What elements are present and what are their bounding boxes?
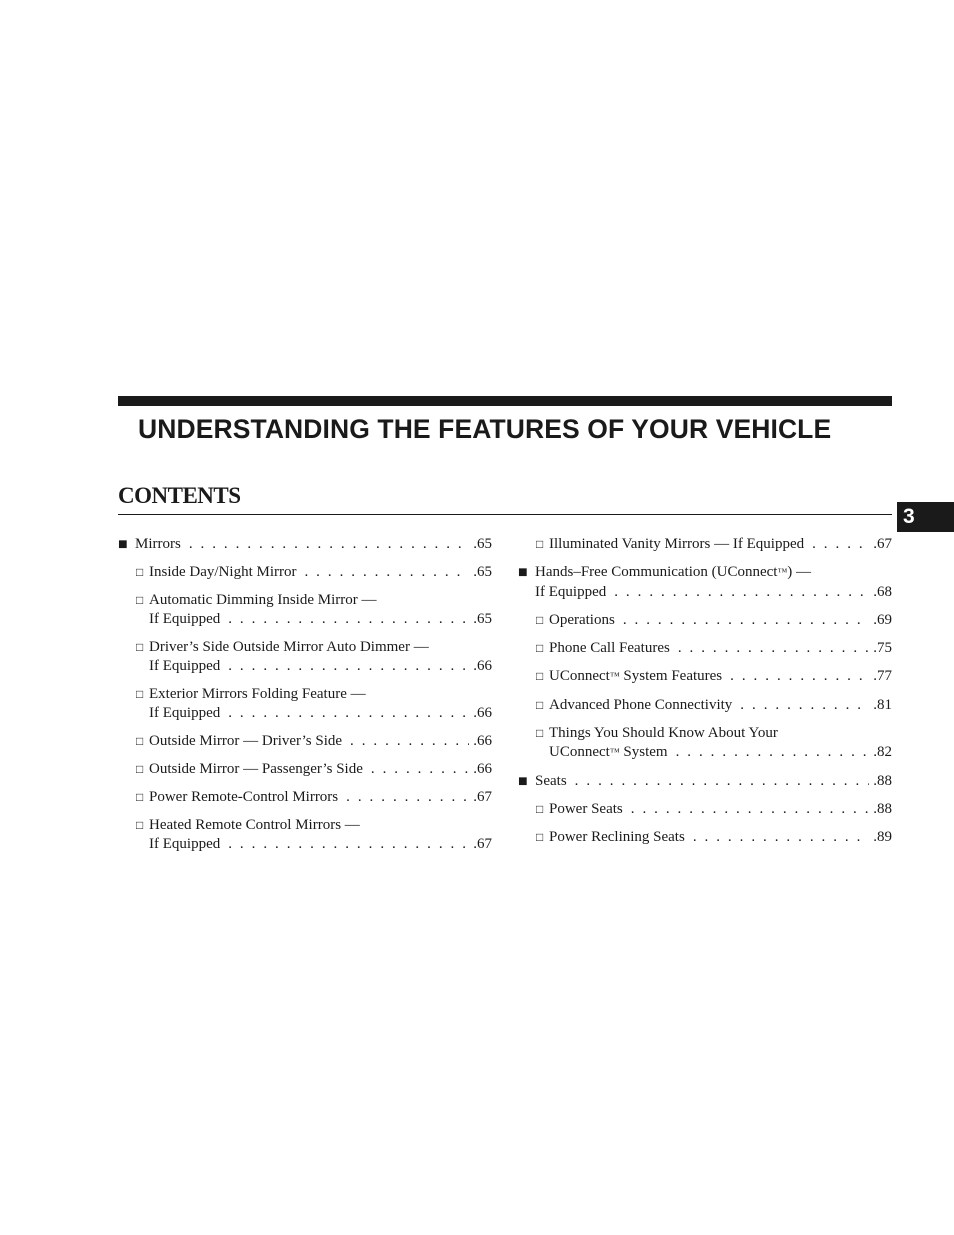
toc-entry-title: Automatic Dimming Inside Mirror —	[149, 592, 377, 608]
toc-left-column	[118, 535, 492, 854]
toc-entry-title: If Equipped	[149, 658, 221, 674]
toc-entry-title: Things You Should Know About Your	[549, 725, 778, 741]
toc-page-number: .65	[473, 564, 492, 580]
dot-leader	[228, 835, 469, 854]
toc-entry[interactable]	[518, 639, 892, 658]
dot-leader	[623, 611, 869, 630]
chapter-title: UNDERSTANDING THE FEATURES OF YOUR VEHICLE	[138, 414, 832, 444]
dot-leader	[228, 704, 469, 723]
open-square-bullet-icon: □	[136, 734, 144, 748]
toc-entry[interactable]	[518, 800, 892, 819]
contents-heading: CONTENTS	[118, 483, 241, 508]
open-square-bullet-icon: □	[536, 641, 544, 655]
dot-leader	[304, 563, 469, 582]
toc-entry[interactable]	[118, 788, 492, 807]
toc-entry-title: Illuminated Vanity Mirrors — If Equipped	[549, 536, 805, 552]
toc-entry[interactable]	[518, 772, 892, 791]
toc-entry[interactable]	[118, 760, 492, 779]
open-square-bullet-icon: □	[536, 613, 544, 627]
toc-page-number: .67	[473, 789, 492, 805]
toc-page-number: .88	[873, 773, 892, 789]
open-square-bullet-icon: □	[536, 537, 544, 551]
toc-entry-title: Outside Mirror — Passenger’s Side	[149, 761, 363, 777]
dot-leader	[812, 535, 869, 554]
toc-entry-title: If Equipped	[149, 611, 221, 627]
toc-page-number: .65	[473, 536, 492, 552]
toc-entry-title: Operations	[549, 612, 615, 628]
toc-entry[interactable]	[118, 591, 492, 629]
toc-entry-title: Hands–Free Communication (UConnect™) —	[535, 564, 812, 580]
toc-entry[interactable]	[518, 563, 892, 602]
top-rule	[118, 396, 892, 406]
open-square-bullet-icon: □	[536, 698, 544, 712]
open-square-bullet-icon: □	[136, 565, 144, 579]
dot-leader	[693, 828, 869, 847]
toc-entry-title: If Equipped	[149, 705, 221, 721]
toc-entry[interactable]	[518, 828, 892, 847]
toc-entry[interactable]	[518, 724, 892, 763]
toc-entry-title: Driver’s Side Outside Mirror Auto Dimmer —	[149, 639, 429, 655]
toc-entry-title: Seats	[535, 773, 567, 789]
toc-entry-title: Advanced Phone Connectivity	[549, 697, 733, 713]
toc-right-column	[518, 535, 892, 847]
dot-leader	[678, 639, 869, 658]
toc-page-number: .89	[873, 829, 892, 845]
toc-entry[interactable]	[518, 535, 892, 554]
dot-leader	[346, 788, 469, 807]
open-square-bullet-icon: □	[536, 669, 544, 683]
chapter-tab: 3	[897, 502, 954, 532]
toc-entry-title: Mirrors	[135, 536, 181, 552]
toc-entry-title: UConnect™ System	[549, 744, 668, 760]
toc-entry-title: Exterior Mirrors Folding Feature —	[149, 686, 366, 702]
toc-page-number: .68	[873, 584, 892, 600]
dot-leader	[228, 657, 469, 676]
toc-entry[interactable]	[118, 535, 492, 554]
toc-entry-title: Heated Remote Control Mirrors —	[149, 817, 360, 833]
toc-page-number: .69	[873, 612, 892, 628]
toc-entry-title: Outside Mirror — Driver’s Side	[149, 733, 343, 749]
dot-leader	[631, 800, 870, 819]
toc-entry-title: Phone Call Features	[549, 640, 670, 656]
toc-entry[interactable]	[118, 638, 492, 676]
toc-page-number: .66	[473, 705, 492, 721]
toc-page-number: .81	[873, 697, 892, 713]
dot-leader	[740, 696, 869, 715]
dot-leader	[371, 760, 469, 779]
toc-page-number: .82	[873, 744, 892, 760]
open-square-bullet-icon: □	[136, 762, 144, 776]
toc-entry-title: Power Remote-Control Mirrors	[149, 789, 339, 805]
toc-page-number: .67	[873, 536, 892, 552]
open-square-bullet-icon: □	[536, 726, 544, 740]
filled-square-bullet-icon: ■	[518, 773, 528, 790]
contents-rule	[118, 514, 892, 515]
toc-page-number: .66	[473, 658, 492, 674]
toc-entry-title: Power Reclining Seats	[549, 829, 685, 845]
toc-entry[interactable]	[118, 816, 492, 854]
toc-page-number: .66	[473, 733, 492, 749]
toc-page-number: .67	[473, 836, 492, 852]
toc-entry-title: UConnect™ System Features	[549, 668, 723, 684]
dot-leader	[350, 732, 469, 751]
toc-entry[interactable]	[118, 685, 492, 723]
open-square-bullet-icon: □	[536, 802, 544, 816]
toc-entry[interactable]	[518, 667, 892, 687]
dot-leader	[228, 610, 469, 629]
open-square-bullet-icon: □	[136, 818, 144, 832]
toc-entry[interactable]	[118, 563, 492, 582]
open-square-bullet-icon: □	[136, 790, 144, 804]
toc-page-number: .65	[473, 611, 492, 627]
open-square-bullet-icon: □	[136, 593, 144, 607]
dot-leader	[189, 535, 469, 554]
dot-leader	[575, 772, 870, 791]
toc-page-number: .66	[473, 761, 492, 777]
dot-leader	[676, 743, 870, 762]
filled-square-bullet-icon: ■	[518, 564, 528, 581]
toc-entry[interactable]	[518, 696, 892, 715]
dot-leader	[614, 583, 869, 602]
filled-square-bullet-icon: ■	[118, 536, 128, 553]
open-square-bullet-icon: □	[536, 830, 544, 844]
toc-page-number: .77	[873, 668, 892, 684]
toc-page-number: .88	[873, 801, 892, 817]
toc-entry-title: Power Seats	[549, 801, 623, 817]
toc-entry-title: If Equipped	[149, 836, 221, 852]
toc-entry-title: If Equipped	[535, 584, 607, 600]
open-square-bullet-icon: □	[136, 687, 144, 701]
toc-entry[interactable]	[118, 732, 492, 751]
toc-entry-title: Inside Day/Night Mirror	[149, 564, 297, 580]
open-square-bullet-icon: □	[136, 640, 144, 654]
toc-entry[interactable]	[518, 611, 892, 630]
toc-page-number: .75	[873, 640, 892, 656]
dot-leader	[730, 667, 869, 686]
